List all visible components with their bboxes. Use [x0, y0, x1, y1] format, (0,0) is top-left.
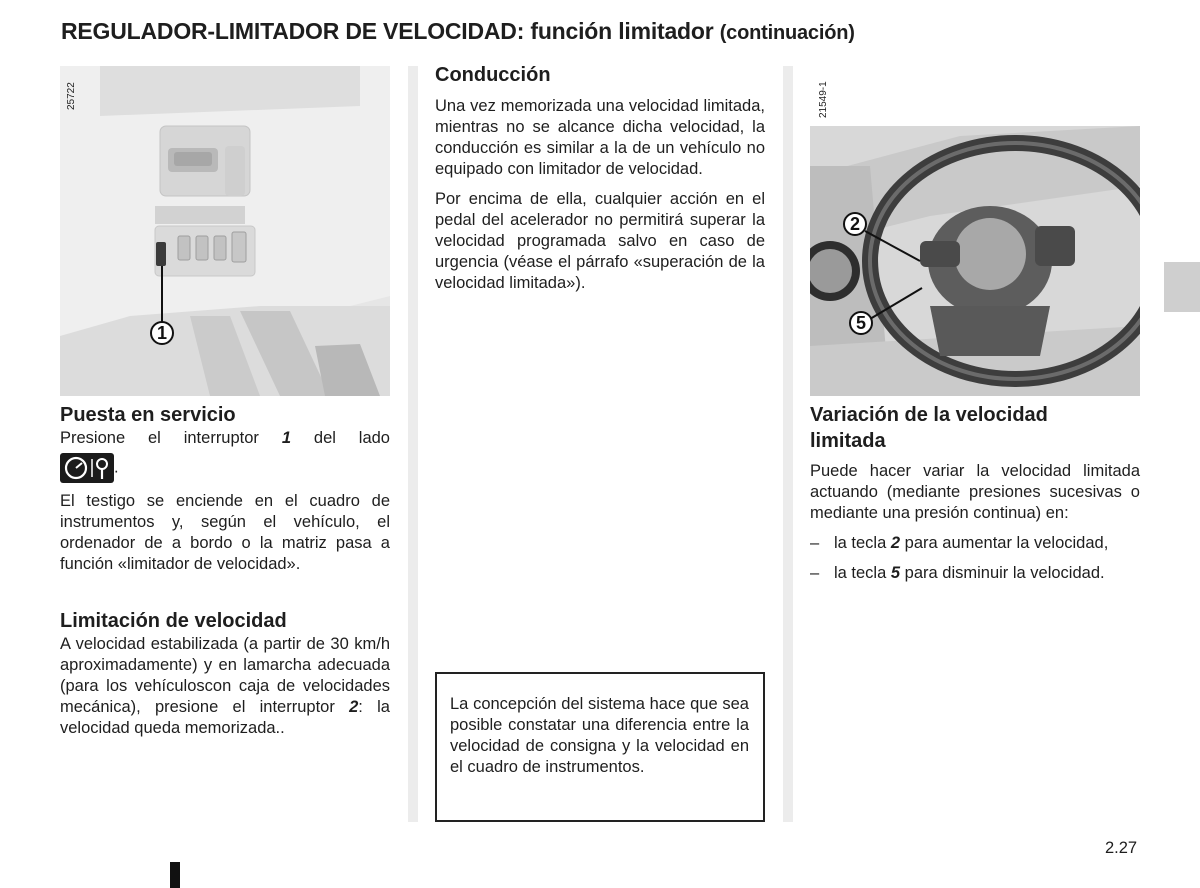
- variacion-p1: Puede hacer variar la velocidad limitada actuando (mediante presiones sucesivas o mediante una presión continua) en:: [810, 462, 1140, 522]
- figure-steering-wheel: [810, 66, 1140, 396]
- section-variacion: [810, 402, 1140, 584]
- limitacion-paragraph: A velocidad estabilizada (a partir de 30 km/h aproximadamente) y en lamarcha adecuada (para los vehículoscon caja de velocidades mecánica), presione el interruptor 2: la velocidad queda memorizada..: [60, 635, 390, 737]
- puesta-paragraph: El testigo se enciende en el cuadro de instrumentos y, según el vehículo, el ordenador de a bordo o la matriz pasa a función «limitador de velocidad».: [60, 492, 390, 573]
- crop-mark: [170, 862, 180, 888]
- heading-puesta: Puesta en servicio: [60, 404, 236, 426]
- list-item: – la tecla 5 para disminuir la velocidad.: [810, 564, 1105, 582]
- section-puesta-en-servicio: [60, 402, 390, 575]
- section-conduccion: [435, 62, 765, 294]
- conduccion-p1: Una vez memorizada una velocidad limitada, mientras no se alcance dicha velocidad, la conducción es similar a la de un vehículo no equipado con limitador de velocidad.: [435, 97, 765, 178]
- heading-conduccion: Conducción: [435, 64, 551, 86]
- title-main: REGULADOR-LIMITADOR DE VELOCIDAD: función limitador: [61, 18, 714, 44]
- speed-limiter-icon: [60, 453, 114, 483]
- callout-1: 1: [150, 321, 174, 345]
- dashboard-illustration: [60, 66, 390, 396]
- variacion-list: [810, 533, 1140, 584]
- conduccion-text: [435, 96, 765, 294]
- page-number: 2.27: [1105, 839, 1138, 857]
- puesta-line1: Presione el interruptor 1 del lado: [60, 429, 390, 447]
- column-gutter-right: [783, 66, 793, 822]
- note-text: La concepción del sistema hace que sea posible constatar una diferencia entre la velocidad de consigna y la velocidad en el cuadro de instrumentos.: [450, 695, 749, 776]
- figure-code: 21549-1: [818, 81, 829, 118]
- section-tab: [1164, 262, 1200, 312]
- key-5: 5: [890, 564, 901, 582]
- key-2: 2: [349, 698, 359, 716]
- heading-limitacion: Limitación de velocidad: [60, 610, 287, 632]
- key-1: 1: [281, 429, 291, 447]
- figure-dashboard-switch: [60, 66, 390, 396]
- conduccion-p2: Por encima de ella, cualquier acción en el pedal del acelerador no permitirá superar la velocidad programada salvo en caso de urgencia (véase el párrafo «superación de la velocidad limitada»).: [435, 190, 765, 292]
- callout-2: 2: [843, 212, 867, 236]
- callout-5: 5: [849, 311, 873, 335]
- title-continuation: (continuación): [719, 22, 855, 44]
- variacion-text: [810, 461, 1140, 524]
- column-gutter-left: [408, 66, 418, 822]
- key-2: 2: [890, 534, 901, 552]
- list-item: – la tecla 2 para aumentar la velocidad,: [810, 534, 1109, 552]
- note-box: [435, 672, 765, 822]
- limitacion-text: [60, 634, 390, 739]
- puesta-text: [60, 428, 390, 575]
- symbol-line: .: [60, 453, 390, 483]
- figure-code: 25722: [66, 82, 77, 110]
- section-limitacion: [60, 608, 390, 739]
- heading-variacion: Variación de la velocidad limitada: [810, 404, 1048, 452]
- page-title: [61, 18, 855, 45]
